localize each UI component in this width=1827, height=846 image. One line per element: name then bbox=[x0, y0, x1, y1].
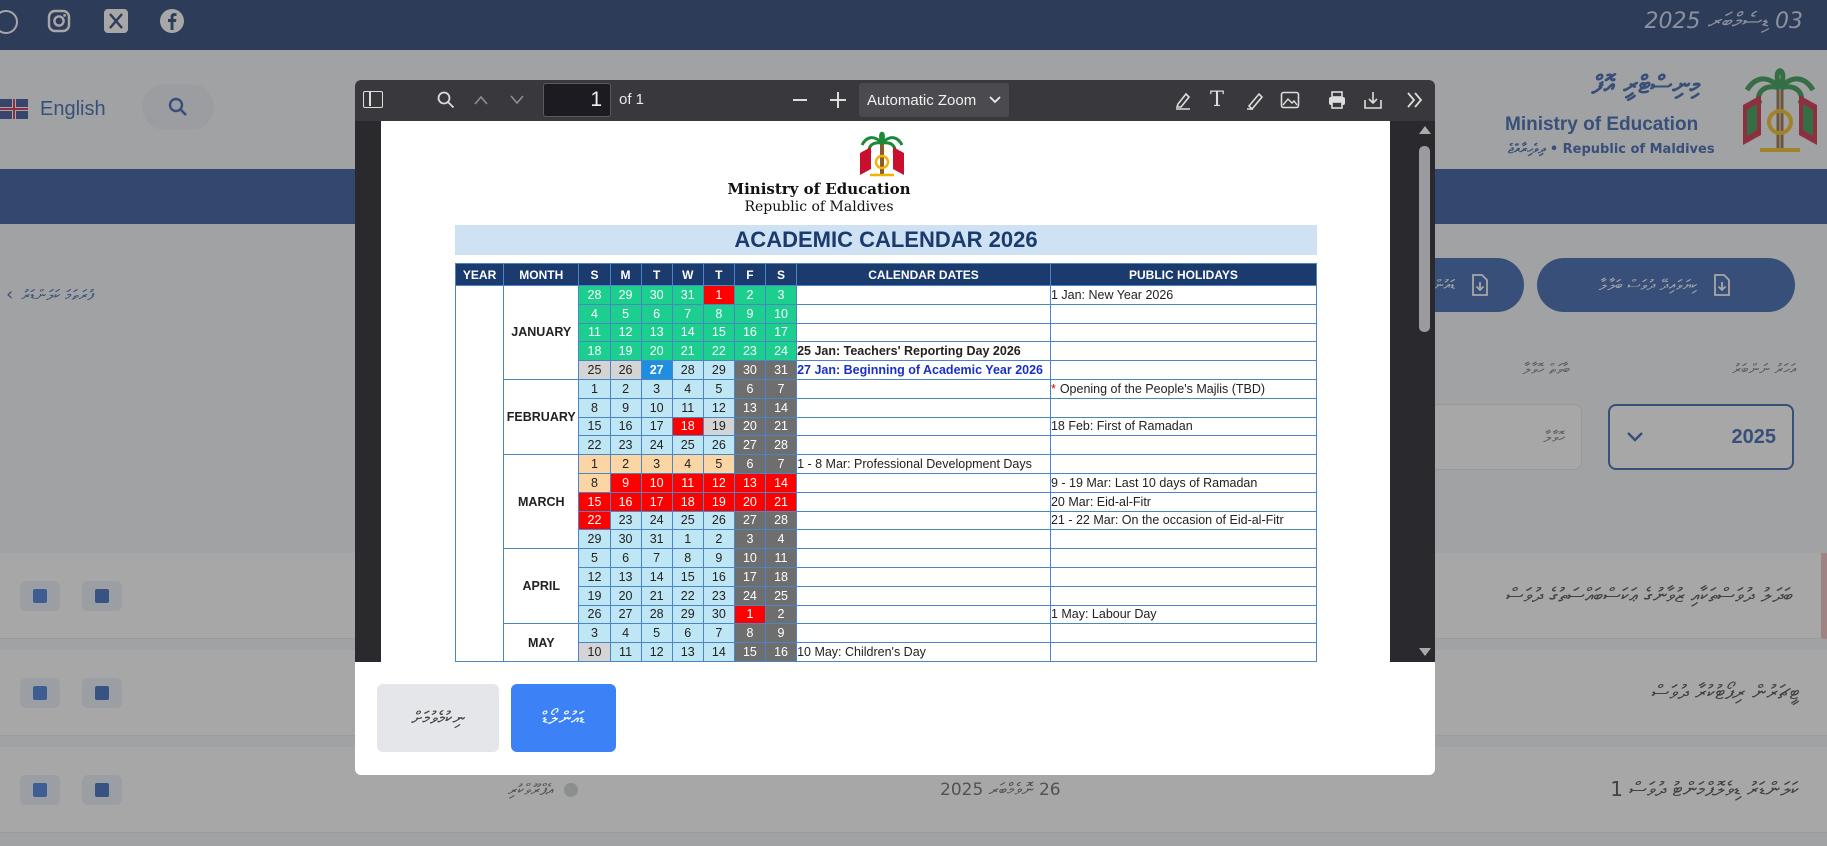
day-cell: 28 bbox=[765, 436, 796, 455]
day-cell: 1 bbox=[703, 286, 734, 305]
day-cell: 5 bbox=[610, 304, 641, 323]
calendar-date-note bbox=[797, 492, 1051, 511]
text-tool-icon[interactable]: T bbox=[1210, 87, 1225, 111]
calendar-week-row bbox=[456, 286, 1317, 305]
day-cell: 21 bbox=[641, 586, 672, 605]
year-cell bbox=[456, 286, 504, 662]
day-cell: 28 bbox=[579, 286, 610, 305]
calendar-date-note bbox=[797, 567, 1051, 586]
month-cell: APRIL bbox=[504, 549, 579, 624]
calendar-date-note: 10 May: Children's Day bbox=[797, 643, 1051, 662]
calendar-date-note: 27 Jan: Beginning of Academic Year 2026 bbox=[797, 361, 1051, 380]
month-cell: FEBRUARY bbox=[504, 379, 579, 454]
day-cell: 6 bbox=[610, 549, 641, 568]
day-cell: 6 bbox=[672, 624, 703, 643]
public-holiday-note bbox=[1050, 361, 1316, 380]
day-cell: 19 bbox=[703, 417, 734, 436]
pdf-toolbar bbox=[355, 80, 1435, 121]
day-cell: 12 bbox=[610, 323, 641, 342]
page-number-input[interactable]: 1 bbox=[543, 83, 611, 117]
day-cell: 4 bbox=[765, 530, 796, 549]
day-cell: 7 bbox=[672, 304, 703, 323]
day-cell: 23 bbox=[734, 342, 765, 361]
day-cell: 21 bbox=[765, 492, 796, 511]
public-holiday-note bbox=[1050, 643, 1316, 662]
day-cell: 8 bbox=[734, 624, 765, 643]
day-cell: 11 bbox=[765, 549, 796, 568]
day-cell: 5 bbox=[703, 455, 734, 474]
day-cell: 28 bbox=[641, 605, 672, 624]
day-cell: 25 bbox=[765, 586, 796, 605]
col-tue: T bbox=[641, 264, 672, 286]
public-holiday-note bbox=[1050, 323, 1316, 342]
public-holiday-note bbox=[1050, 379, 1316, 398]
day-cell: 1 bbox=[579, 455, 610, 474]
day-cell: 24 bbox=[734, 586, 765, 605]
day-cell: 29 bbox=[703, 361, 734, 380]
public-holiday-note: 18 Feb: First of Ramadan bbox=[1050, 417, 1316, 436]
scroll-up-icon[interactable] bbox=[1419, 126, 1431, 134]
public-holiday-note bbox=[1050, 342, 1316, 361]
calendar-week-row bbox=[456, 455, 1317, 474]
print-icon[interactable] bbox=[1327, 90, 1347, 110]
pdf-page bbox=[381, 121, 1390, 662]
download-button-label: ޑައުންލޯޑް bbox=[542, 707, 585, 729]
day-cell: 6 bbox=[734, 455, 765, 474]
day-cell: 8 bbox=[672, 549, 703, 568]
day-cell: 7 bbox=[703, 624, 734, 643]
day-cell: 18 bbox=[765, 567, 796, 586]
calendar-week-row bbox=[456, 379, 1317, 398]
public-holiday-note: 20 Mar: Eid-al-Fitr bbox=[1050, 492, 1316, 511]
previous-page-icon[interactable] bbox=[473, 93, 489, 107]
calendar-week-row bbox=[456, 643, 1317, 662]
calendar-date-note bbox=[797, 379, 1051, 398]
day-cell: 13 bbox=[672, 643, 703, 662]
day-cell: 26 bbox=[703, 511, 734, 530]
calendar-week-row bbox=[456, 624, 1317, 643]
day-cell: 9 bbox=[765, 624, 796, 643]
day-cell: 8 bbox=[579, 398, 610, 417]
day-cell: 16 bbox=[765, 643, 796, 662]
public-holiday-note bbox=[1050, 586, 1316, 605]
calendar-date-note bbox=[797, 436, 1051, 455]
day-cell: 5 bbox=[579, 549, 610, 568]
day-cell: 11 bbox=[610, 643, 641, 662]
day-cell: 22 bbox=[579, 436, 610, 455]
day-cell: 9 bbox=[610, 473, 641, 492]
calendar-week-row bbox=[456, 586, 1317, 605]
day-cell: 24 bbox=[641, 511, 672, 530]
calendar-week-row bbox=[456, 436, 1317, 455]
calendar-week-row bbox=[456, 323, 1317, 342]
day-cell: 16 bbox=[703, 567, 734, 586]
day-cell: 14 bbox=[765, 398, 796, 417]
calendar-week-row bbox=[456, 342, 1317, 361]
next-page-icon[interactable] bbox=[509, 93, 525, 107]
scroll-down-icon[interactable] bbox=[1419, 648, 1431, 656]
day-cell: 8 bbox=[579, 473, 610, 492]
zoom-in-icon[interactable] bbox=[830, 92, 846, 108]
public-holiday-note: 1 Jan: New Year 2026 bbox=[1050, 286, 1316, 305]
day-cell: 5 bbox=[703, 379, 734, 398]
day-cell: 17 bbox=[641, 492, 672, 511]
day-cell: 19 bbox=[703, 492, 734, 511]
day-cell: 14 bbox=[641, 567, 672, 586]
sidebar-toggle-icon[interactable] bbox=[363, 91, 383, 108]
day-cell: 11 bbox=[579, 323, 610, 342]
day-cell: 4 bbox=[579, 304, 610, 323]
day-cell: 3 bbox=[641, 455, 672, 474]
day-cell: 14 bbox=[765, 473, 796, 492]
calendar-week-row bbox=[456, 417, 1317, 436]
zoom-select[interactable] bbox=[859, 83, 1009, 117]
calendar-date-note bbox=[797, 586, 1051, 605]
day-cell: 22 bbox=[672, 586, 703, 605]
doc-title: ACADEMIC CALENDAR 2026 bbox=[455, 225, 1317, 255]
day-cell: 18 bbox=[579, 342, 610, 361]
col-year: YEAR bbox=[456, 264, 504, 286]
day-cell: 7 bbox=[641, 549, 672, 568]
calendar-date-note bbox=[797, 624, 1051, 643]
day-cell: 25 bbox=[579, 361, 610, 380]
public-holiday-note bbox=[1050, 549, 1316, 568]
col-public-holidays: PUBLIC HOLIDAYS bbox=[1050, 264, 1316, 286]
download-button[interactable] bbox=[511, 684, 616, 752]
day-cell: 4 bbox=[672, 379, 703, 398]
day-cell: 20 bbox=[641, 342, 672, 361]
day-cell: 3 bbox=[579, 624, 610, 643]
calendar-week-row bbox=[456, 511, 1317, 530]
public-holiday-note: 1 May: Labour Day bbox=[1050, 605, 1316, 624]
public-holiday-note bbox=[1050, 304, 1316, 323]
day-cell: 30 bbox=[641, 286, 672, 305]
public-holiday-note bbox=[1050, 455, 1316, 474]
public-holiday-note bbox=[1050, 398, 1316, 417]
day-cell: 14 bbox=[703, 643, 734, 662]
day-cell: 2 bbox=[734, 286, 765, 305]
public-holiday-note: 21 - 22 Mar: On the occasion of Eid-al-Fitr bbox=[1050, 511, 1316, 530]
day-cell: 30 bbox=[610, 530, 641, 549]
day-cell: 29 bbox=[610, 286, 641, 305]
col-month: MONTH bbox=[504, 264, 579, 286]
day-cell: 17 bbox=[734, 567, 765, 586]
zoom-out-icon[interactable] bbox=[793, 99, 807, 101]
calendar-date-note bbox=[797, 398, 1051, 417]
day-cell: 7 bbox=[765, 379, 796, 398]
day-cell: 20 bbox=[734, 417, 765, 436]
day-cell: 19 bbox=[610, 342, 641, 361]
day-cell: 9 bbox=[703, 549, 734, 568]
more-tools-icon[interactable] bbox=[1405, 91, 1425, 109]
calendar-date-note bbox=[797, 549, 1051, 568]
day-cell: 1 bbox=[579, 379, 610, 398]
day-cell: 1 bbox=[672, 530, 703, 549]
zoom-select-value: Automatic Zoom bbox=[867, 91, 977, 109]
day-cell: 27 bbox=[610, 605, 641, 624]
day-cell: 4 bbox=[610, 624, 641, 643]
day-cell: 18 bbox=[672, 492, 703, 511]
image-icon[interactable] bbox=[1280, 91, 1300, 109]
find-icon[interactable] bbox=[437, 91, 455, 109]
page-total: of 1 bbox=[619, 91, 645, 108]
day-cell: 9 bbox=[610, 398, 641, 417]
day-cell: 10 bbox=[641, 473, 672, 492]
day-cell: 23 bbox=[610, 436, 641, 455]
calendar-week-row bbox=[456, 473, 1317, 492]
day-cell: 22 bbox=[703, 342, 734, 361]
calendar-date-note bbox=[797, 530, 1051, 549]
col-calendar-dates: CALENDAR DATES bbox=[797, 264, 1051, 286]
day-cell: 2 bbox=[610, 379, 641, 398]
day-cell: 31 bbox=[641, 530, 672, 549]
day-cell: 16 bbox=[610, 417, 641, 436]
day-cell: 26 bbox=[703, 436, 734, 455]
day-cell: 15 bbox=[579, 417, 610, 436]
day-cell: 29 bbox=[579, 530, 610, 549]
chevron-down-icon bbox=[989, 96, 1001, 104]
day-cell: 7 bbox=[765, 455, 796, 474]
col-sat: S bbox=[765, 264, 796, 286]
day-cell: 12 bbox=[641, 643, 672, 662]
day-cell: 2 bbox=[610, 455, 641, 474]
day-cell: 24 bbox=[765, 342, 796, 361]
pdf-viewport[interactable] bbox=[355, 121, 1435, 662]
day-cell: 11 bbox=[672, 473, 703, 492]
day-cell: 12 bbox=[703, 473, 734, 492]
day-cell: 13 bbox=[641, 323, 672, 342]
day-cell: 10 bbox=[734, 549, 765, 568]
day-cell: 31 bbox=[765, 361, 796, 380]
calendar-date-note bbox=[797, 286, 1051, 305]
month-cell: JANUARY bbox=[504, 286, 579, 380]
day-cell: 15 bbox=[734, 643, 765, 662]
calendar-week-row bbox=[456, 530, 1317, 549]
day-cell: 2 bbox=[703, 530, 734, 549]
calendar-date-note bbox=[797, 605, 1051, 624]
day-cell: 3 bbox=[734, 530, 765, 549]
day-cell: 18 bbox=[672, 417, 703, 436]
day-cell: 20 bbox=[734, 492, 765, 511]
day-cell: 3 bbox=[641, 379, 672, 398]
day-cell: 21 bbox=[765, 417, 796, 436]
calendar-week-row bbox=[456, 605, 1317, 624]
calendar-date-note bbox=[797, 473, 1051, 492]
day-cell: 6 bbox=[641, 304, 672, 323]
day-cell: 13 bbox=[610, 567, 641, 586]
day-cell: 15 bbox=[579, 492, 610, 511]
day-cell: 13 bbox=[734, 398, 765, 417]
day-cell: 28 bbox=[765, 511, 796, 530]
day-cell: 17 bbox=[765, 323, 796, 342]
day-cell: 26 bbox=[579, 605, 610, 624]
day-cell: 27 bbox=[734, 511, 765, 530]
public-holiday-note bbox=[1050, 567, 1316, 586]
day-cell: 20 bbox=[610, 586, 641, 605]
day-cell: 2 bbox=[765, 605, 796, 624]
doc-republic: Republic of Maldives bbox=[744, 199, 894, 215]
col-sun: S bbox=[579, 264, 610, 286]
day-cell: 26 bbox=[610, 361, 641, 380]
calendar-week-row bbox=[456, 304, 1317, 323]
day-cell: 14 bbox=[672, 323, 703, 342]
calendar-date-note bbox=[797, 323, 1051, 342]
day-cell: 9 bbox=[734, 304, 765, 323]
cancel-button[interactable] bbox=[377, 684, 499, 752]
day-cell: 29 bbox=[672, 605, 703, 624]
scroll-thumb[interactable] bbox=[1419, 146, 1430, 332]
day-cell: 15 bbox=[703, 323, 734, 342]
calendar-week-row bbox=[456, 361, 1317, 380]
day-cell: 30 bbox=[703, 605, 734, 624]
pdf-modal bbox=[355, 80, 1435, 775]
public-holiday-note bbox=[1050, 436, 1316, 455]
day-cell: 8 bbox=[703, 304, 734, 323]
day-cell: 25 bbox=[672, 436, 703, 455]
holiday-star: * bbox=[1050, 381, 1056, 396]
draw-icon[interactable] bbox=[1245, 90, 1265, 110]
day-cell: 10 bbox=[641, 398, 672, 417]
day-cell: 10 bbox=[579, 643, 610, 662]
holiday-text: Opening of the People's Majlis (TBD) bbox=[1059, 381, 1266, 396]
day-cell: 27 bbox=[641, 361, 672, 380]
day-cell: 11 bbox=[672, 398, 703, 417]
calendar-table bbox=[455, 263, 1317, 662]
day-cell: 3 bbox=[765, 286, 796, 305]
month-cell: MARCH bbox=[504, 455, 579, 549]
day-cell: 31 bbox=[672, 286, 703, 305]
day-cell: 24 bbox=[641, 436, 672, 455]
public-holiday-note bbox=[1050, 530, 1316, 549]
highlight-icon[interactable] bbox=[1173, 90, 1193, 110]
day-cell: 23 bbox=[610, 511, 641, 530]
day-cell: 10 bbox=[765, 304, 796, 323]
day-cell: 19 bbox=[579, 586, 610, 605]
calendar-week-row bbox=[456, 567, 1317, 586]
day-cell: 16 bbox=[610, 492, 641, 511]
maldives-emblem bbox=[857, 129, 907, 179]
public-holiday-note: 9 - 19 Mar: Last 10 days of Ramadan bbox=[1050, 473, 1316, 492]
day-cell: 30 bbox=[734, 361, 765, 380]
day-cell: 1 bbox=[734, 605, 765, 624]
day-cell: 27 bbox=[734, 436, 765, 455]
calendar-date-note: 25 Jan: Teachers' Reporting Day 2026 bbox=[797, 342, 1051, 361]
day-cell: 23 bbox=[703, 586, 734, 605]
day-cell: 21 bbox=[672, 342, 703, 361]
calendar-date-note bbox=[797, 417, 1051, 436]
cancel-button-label: ނިކުމެވުމަށް bbox=[411, 707, 465, 729]
calendar-date-note bbox=[797, 511, 1051, 530]
calendar-week-row bbox=[456, 549, 1317, 568]
day-cell: 13 bbox=[734, 473, 765, 492]
col-mon: M bbox=[610, 264, 641, 286]
day-cell: 5 bbox=[641, 624, 672, 643]
calendar-date-note bbox=[797, 304, 1051, 323]
day-cell: 16 bbox=[734, 323, 765, 342]
day-cell: 6 bbox=[734, 379, 765, 398]
day-cell: 12 bbox=[703, 398, 734, 417]
col-fri: F bbox=[734, 264, 765, 286]
day-cell: 17 bbox=[641, 417, 672, 436]
month-cell: MAY bbox=[504, 624, 579, 662]
col-wed: W bbox=[672, 264, 703, 286]
day-cell: 22 bbox=[579, 511, 610, 530]
day-cell: 12 bbox=[579, 567, 610, 586]
public-holiday-note bbox=[1050, 624, 1316, 643]
calendar-week-row bbox=[456, 398, 1317, 417]
doc-ministry: Ministry of Education bbox=[727, 180, 911, 198]
day-cell: 25 bbox=[672, 511, 703, 530]
calendar-week-row bbox=[456, 492, 1317, 511]
calendar-date-note: 1 - 8 Mar: Professional Development Days bbox=[797, 455, 1051, 474]
col-thu: T bbox=[703, 264, 734, 286]
day-cell: 15 bbox=[672, 567, 703, 586]
day-cell: 28 bbox=[672, 361, 703, 380]
day-cell: 4 bbox=[672, 455, 703, 474]
save-icon[interactable] bbox=[1363, 90, 1383, 110]
